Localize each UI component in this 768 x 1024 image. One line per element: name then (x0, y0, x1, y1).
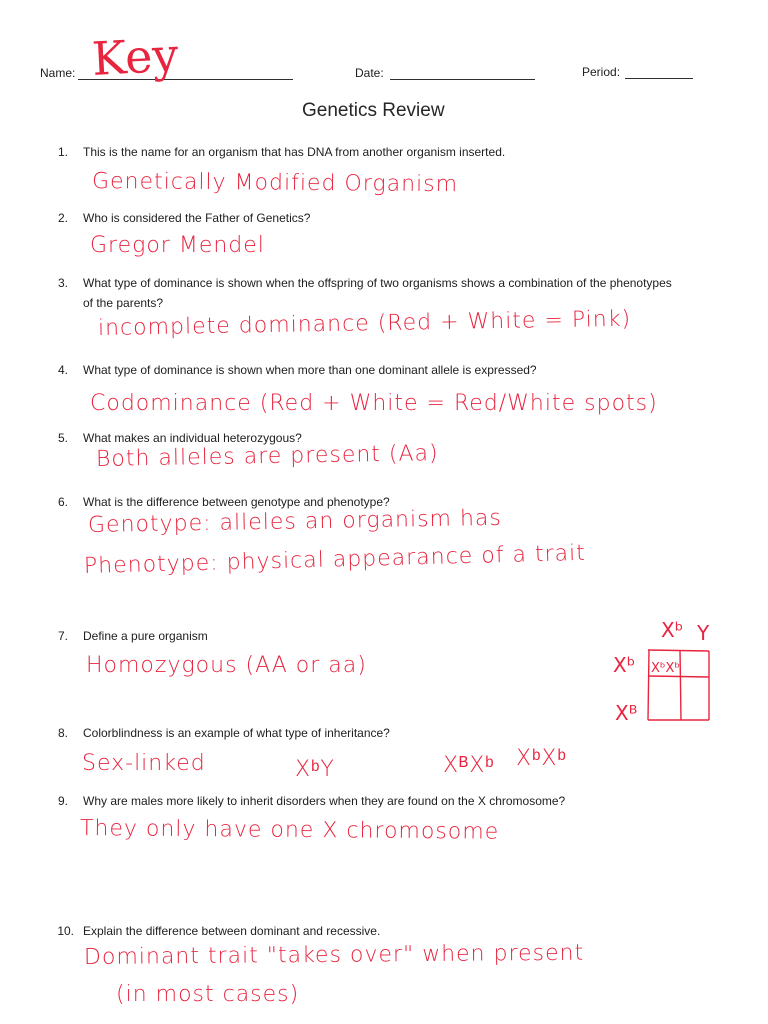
question-text: Explain the difference between dominant and recessive. (83, 924, 381, 938)
answer-7: Homozygous (AA or aa) (86, 653, 367, 678)
period-blank[interactable] (625, 78, 693, 79)
answer-6-line-2: Phenotype: physical appearance of a trait (83, 540, 587, 579)
question-number: 4. (57, 363, 68, 377)
punnett-top-allele-2: Y (697, 621, 710, 645)
genotype-affected-sketch: XᵇXᵇ (516, 746, 567, 771)
question-number: 1. (57, 145, 68, 159)
punnett-top-allele-1: Xᵇ (661, 618, 684, 642)
question-number: 8. (57, 726, 68, 740)
question-text: What type of dominance is shown when the offspring of two organisms shows a combination of the phenotypes (83, 276, 672, 290)
question-number: 10. (57, 924, 74, 938)
answer-8: Sex-linked (82, 751, 206, 776)
name-label: Name: (40, 66, 76, 80)
question-number: 9. (57, 794, 68, 808)
answer-2: Gregor Mendel (90, 233, 265, 258)
punnett-side-allele-2: Xᴮ (615, 701, 638, 725)
genotype-carrier-sketch: XᴮXᵇ (443, 753, 495, 778)
answer-10-line-2: (in most cases) (116, 982, 300, 1007)
answer-9: They only have one X chromosome (79, 816, 500, 845)
question-number: 6. (57, 495, 68, 509)
question-number: 7. (57, 629, 68, 643)
answer-4: Codominance (Red + White = Red/White spots) (90, 391, 658, 416)
answer-3: incomplete dominance (Red + White = Pink) (97, 306, 632, 341)
question-number: 5. (57, 431, 68, 445)
name-answer: Key (90, 27, 180, 86)
question-text: Who is considered the Father of Genetics? (83, 211, 311, 225)
question-text: Why are males more likely to inherit disorders when they are found on the X chromosome? (83, 794, 566, 808)
question-number: 2. (57, 211, 68, 225)
date-blank[interactable] (390, 79, 535, 80)
answer-6-line-1: Genotype: alleles an organism has (87, 505, 503, 538)
punnett-square-sketch (605, 612, 725, 727)
genotype-male-sketch: XᵇY (295, 757, 335, 782)
question-text: Define a pure organism (83, 629, 208, 643)
period-label: Period: (582, 65, 621, 79)
punnett-cell-genotype: XᵇXᵇ (651, 661, 680, 676)
question-text-continued: of the parents? (83, 296, 164, 310)
question-text: Colorblindness is an example of what type of inheritance? (83, 726, 390, 740)
question-text: What type of dominance is shown when more than one dominant allele is expressed? (83, 363, 537, 377)
question-text: What makes an individual heterozygous? (83, 431, 302, 445)
page-title: Genetics Review (302, 100, 445, 121)
answer-5: Both alleles are present (Aa) (95, 441, 439, 472)
punnett-grid (605, 612, 725, 727)
question-number: 3. (57, 276, 68, 290)
answer-1: Genetically Modified Organism (91, 169, 459, 198)
answer-10-line-1: Dominant trait "takes over" when present (83, 940, 585, 970)
punnett-side-allele-1: Xᵇ (613, 653, 636, 677)
question-text: This is the name for an organism that has DNA from another organism inserted. (83, 145, 506, 159)
question-text: What is the difference between genotype and phenotype? (83, 495, 390, 509)
date-label: Date: (355, 66, 384, 80)
